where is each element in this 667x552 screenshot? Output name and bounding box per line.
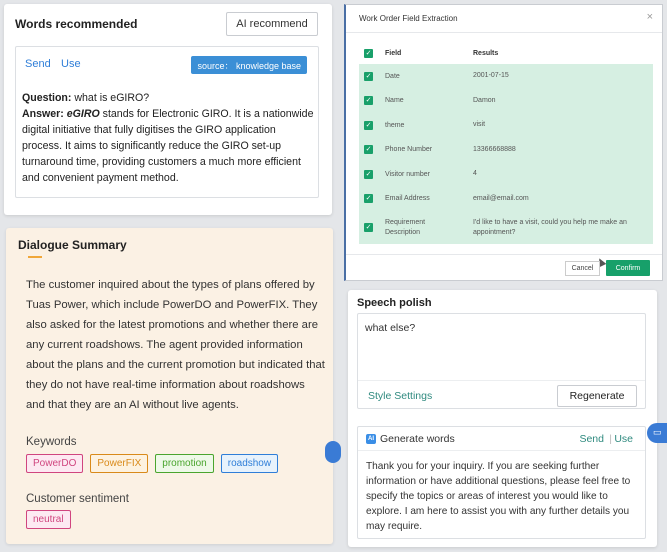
use-link[interactable]: Use	[61, 58, 81, 70]
link-divider: |	[609, 433, 612, 445]
generate-title: Generate words	[380, 433, 455, 445]
column-header-results: Results	[473, 49, 499, 57]
keywords-label: Keywords	[26, 436, 77, 448]
input-text[interactable]: what else?	[365, 322, 416, 334]
work-order-dialog	[344, 4, 663, 281]
field-table	[359, 43, 653, 244]
panel-title: Dialogue Summary	[18, 238, 127, 252]
dialog-title: Work Order Field Extraction	[359, 14, 458, 23]
field-name: Date	[385, 72, 400, 80]
field-name: Phone Number	[385, 146, 433, 154]
field-name: Visitor number	[385, 170, 431, 178]
recommendation-card	[15, 46, 319, 198]
summary-text: The customer inquired about the types of plans offered by Tuas Power, which include PowerDO and PowerFIX. They also asked for the latest promotions and whether there are any current roadshows. The agent provided information about the plans and the current promotion but indicated that they do not have real-time information about roadshows and that they are an AI without live agents.	[26, 279, 325, 411]
field-value: email@email.com	[473, 194, 529, 202]
ai-recommend-button[interactable]: AI recommend	[226, 12, 318, 36]
keyword-tag: roadshow	[221, 454, 278, 473]
field-value: 13366668888	[473, 145, 516, 153]
keyword-tag: PowerFIX	[90, 454, 148, 473]
row-checkbox[interactable]: ✓	[365, 195, 372, 203]
row-checkbox[interactable]: ✓	[365, 121, 372, 129]
generate-header	[358, 427, 645, 451]
row-checkbox[interactable]: ✓	[365, 224, 372, 231]
sentiment-tag: neutral	[26, 510, 71, 529]
answer-text: stands for Electronic GIRO. It is a nationwide digital initiative that fully digitises the GIRO application process. It aims to significantly reduce the GIRO set-up turnaround time, providing customers a much more efficient and convenient payment method.	[22, 108, 314, 184]
style-settings-link[interactable]: Style Settings	[368, 390, 433, 402]
table-row	[359, 113, 653, 138]
table-row	[359, 211, 653, 244]
panel-title: Words recommended	[15, 17, 138, 31]
field-name: Requirement Description	[385, 218, 426, 236]
field-value: Damon	[473, 96, 496, 104]
keyword-tag: PowerDO	[26, 454, 83, 473]
answer-term: eGIRO	[66, 108, 100, 120]
dialog-header	[346, 5, 662, 33]
close-icon[interactable]: ×	[646, 11, 653, 23]
floating-chat-icon[interactable]	[325, 441, 341, 463]
field-name: theme	[385, 121, 405, 129]
question-label: Question:	[22, 92, 72, 104]
send-link[interactable]: Send	[25, 58, 51, 70]
field-value: 2001-07-15	[473, 72, 509, 80]
row-checkbox[interactable]: ✓	[365, 97, 372, 105]
dialogue-summary-panel	[6, 228, 333, 544]
speech-polish-panel	[348, 290, 657, 547]
panel-title: Speech polish	[357, 297, 432, 309]
side-drawer-icon[interactable]: ▭	[647, 423, 667, 443]
divider	[358, 380, 645, 381]
table-row	[359, 162, 653, 187]
table-row	[359, 64, 653, 89]
table-row	[359, 138, 653, 163]
field-value: 4	[473, 170, 477, 178]
select-all-checkbox[interactable]: ✓	[365, 50, 372, 57]
field-value: visit	[473, 121, 486, 129]
words-recommended-panel	[4, 4, 332, 215]
generated-text: Thank you for your inquiry. If you are seeking further information or have additional questions, please feel free to specify the topics or areas of interest you would like to explore. I am here to assist you with any further details you may require.	[366, 461, 631, 532]
source-badge: source： knowledge base	[191, 56, 307, 74]
sentiment-label: Customer sentiment	[26, 493, 129, 505]
field-name: Email Address	[385, 195, 430, 203]
generate-words-card	[357, 426, 646, 539]
row-checkbox[interactable]: ✓	[365, 72, 372, 80]
keyword-tag: promotion	[155, 454, 213, 473]
qa-content	[22, 90, 316, 186]
row-checkbox[interactable]: ✓	[365, 170, 372, 178]
column-header-field: Field	[385, 50, 402, 57]
input-box[interactable]	[357, 313, 646, 409]
answer-label: Answer:	[22, 108, 64, 120]
use-link[interactable]: Use	[614, 433, 633, 445]
ai-icon: AI	[368, 436, 374, 442]
table-row	[359, 89, 653, 114]
keywords-list	[26, 454, 278, 473]
field-name: Name	[385, 97, 404, 105]
row-checkbox[interactable]: ✓	[365, 146, 372, 154]
send-link[interactable]: Send	[579, 433, 604, 445]
table-row	[359, 187, 653, 212]
title-accent	[28, 256, 42, 258]
dialog-footer	[346, 254, 662, 280]
question-text: what is eGIRO?	[74, 92, 150, 104]
table-header-row	[359, 43, 653, 64]
confirm-button[interactable]: Confirm	[606, 260, 650, 276]
cancel-button[interactable]: Cancel	[565, 261, 600, 276]
regenerate-button[interactable]: Regenerate	[557, 385, 637, 407]
sentiment-list	[26, 510, 71, 529]
field-value: I'd like to have a visit, could you help me make an appointment?	[473, 218, 627, 236]
